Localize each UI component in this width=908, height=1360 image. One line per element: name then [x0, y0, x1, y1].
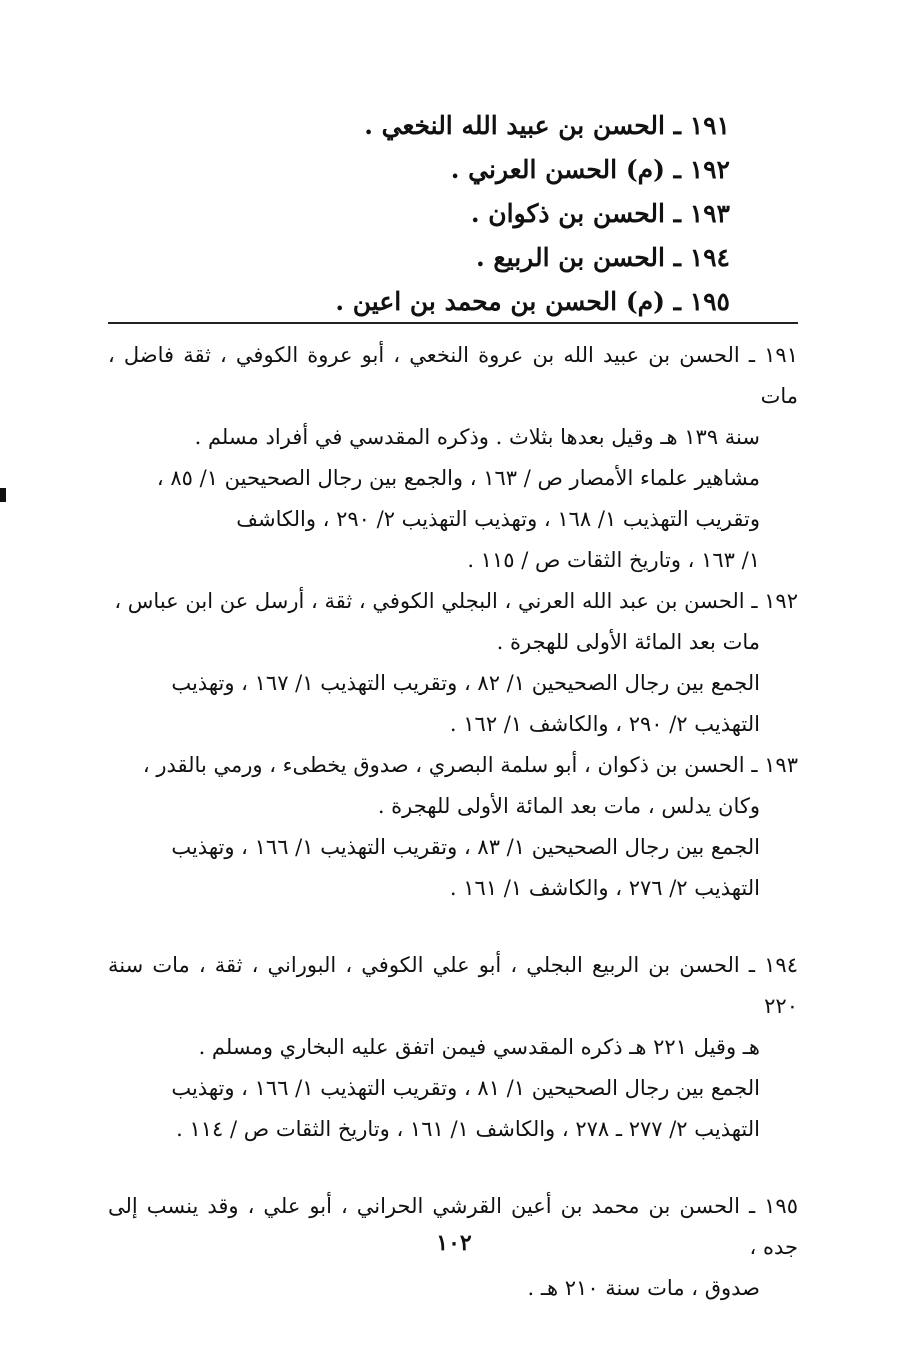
note-193-bio-line: وكان يدلس ، مات بعد المائة الأولى للهجرة .	[377, 794, 760, 818]
heading-item-192: ١٩٢ ـ (م) الحسن العرني .	[450, 155, 730, 184]
note-195-bio-line: صدوق ، مات سنة ٢١٠ هـ .	[527, 1276, 760, 1300]
note-191-ref-line: ١/ ١٦٣ ، وتاريخ الثقات ص / ١١٥ .	[467, 548, 760, 572]
heading-item-195: ١٩٥ ـ (م) الحسن بن محمد بن اعين .	[335, 287, 730, 316]
note-192-bio-line: ١٩٢ ـ الحسن بن عبد الله العرني ، البجلي الكوفي ، ثقة ، أرسل عن ابن عباس ،	[114, 589, 798, 613]
footnotes	[108, 335, 798, 1309]
heading-item-193: ١٩٣ ـ الحسن بن ذكوان .	[470, 199, 730, 228]
footnote-divider	[108, 322, 798, 324]
note-192-ref-line: التهذيب ٢/ ٢٩٠ ، والكاشف ١/ ١٦٢ .	[449, 712, 760, 736]
scan-margin-mark	[0, 488, 6, 502]
heading-item-191: ١٩١ ـ الحسن بن عبيد الله النخعي .	[364, 111, 730, 140]
note-191-bio-line: سنة ١٣٩ هـ وقيل بعدها بثلاث . وذكره المقدسي في أفراد مسلم .	[194, 425, 760, 449]
heading-item-194: ١٩٤ ـ الحسن بن الربيع .	[475, 243, 730, 272]
note-191-ref-line: وتقريب التهذيب ١/ ١٦٨ ، وتهذيب التهذيب ٢/ ٢٩٠ ، والكاشف	[236, 507, 760, 531]
note-192-ref-line: الجمع بين رجال الصحيحين ١/ ٨٢ ، وتقريب التهذيب ١/ ١٦٧ ، وتهذيب	[171, 671, 760, 695]
note-193-ref-line: الجمع بين رجال الصحيحين ١/ ٨٣ ، وتقريب التهذيب ١/ ١٦٦ ، وتهذيب	[171, 835, 760, 859]
note-193-ref-line: التهذيب ٢/ ٢٧٦ ، والكاشف ١/ ١٦١ .	[449, 876, 760, 900]
note-194-ref-line: الجمع بين رجال الصحيحين ١/ ٨١ ، وتقريب التهذيب ١/ ١٦٦ ، وتهذيب	[171, 1076, 760, 1100]
heading-list	[170, 104, 730, 324]
note-192-bio-line: مات بعد المائة الأولى للهجرة .	[496, 630, 760, 654]
note-191-bio-line: ١٩١ ـ الحسن بن عبيد الله بن عروة النخعي ، أبو عروة الكوفي ، ثقة فاضل ، مات	[108, 343, 798, 408]
note-194-bio-line: هـ وقيل ٢٢١ هـ ذكره المقدسي فيمن اتفق عليه البخاري ومسلم .	[198, 1035, 760, 1059]
note-191-ref-line: مشاهير علماء الأمصار ص / ١٦٣ ، والجمع بين رجال الصحيحين ١/ ٨٥ ،	[156, 466, 760, 490]
note-194-ref-line: التهذيب ٢/ ٢٧٧ ـ ٢٧٨ ، والكاشف ١/ ١٦١ ، وتاريخ الثقات ص / ١١٤ .	[176, 1117, 760, 1141]
note-194-bio-line: ١٩٤ ـ الحسن بن الربيع البجلي ، أبو علي الكوفي ، البوراني ، ثقة ، مات سنة ٢٢٠	[108, 953, 798, 1018]
note-195-bio-line: ١٩٥ ـ الحسن بن محمد بن أعين القرشي الحراني ، أبو علي ، وقد ينسب إلى جده ،	[108, 1194, 798, 1259]
note-193-bio-line: ١٩٣ ـ الحسن بن ذكوان ، أبو سلمة البصري ، صدوق يخطىء ، ورمي بالقدر ،	[142, 753, 798, 777]
page-number: ١٠٢	[436, 1230, 472, 1256]
